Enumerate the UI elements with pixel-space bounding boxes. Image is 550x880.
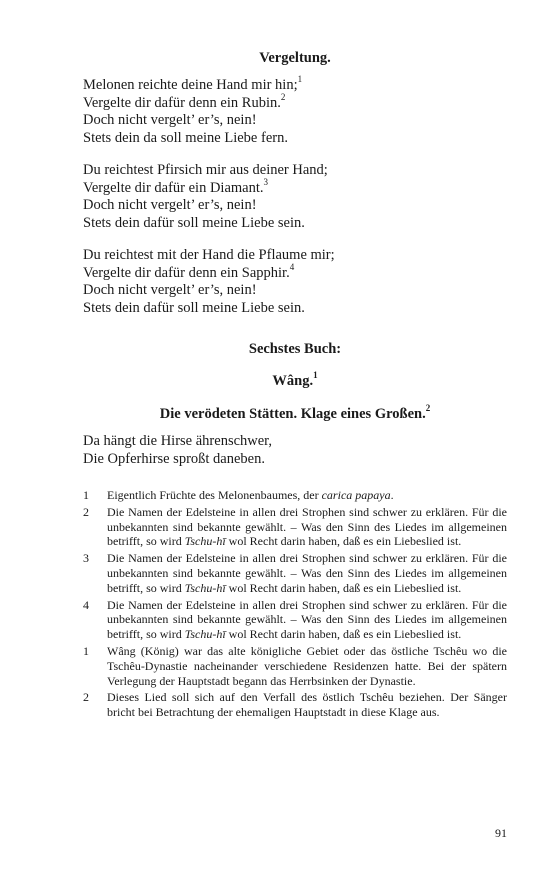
footnote: [83, 505, 507, 549]
footnote-text-part: wol Recht darin haben, daß es ein Liebeslied ist.: [225, 534, 462, 549]
verse-text: Vergelte dir dafür denn ein Sapphir.: [83, 264, 290, 281]
poem2-title: [83, 403, 507, 423]
stanza: [83, 247, 507, 317]
footnote-marker: 1: [297, 74, 303, 85]
verse-text: Doch nicht vergelt’ er’s, nein!: [83, 282, 257, 298]
verse-line: [83, 247, 507, 265]
footnotes: [83, 488, 507, 720]
verse-text: Stets dein da soll meine Liebe fern.: [83, 129, 288, 146]
footnote-text: [107, 690, 507, 720]
footnote-marker: 3: [263, 176, 269, 187]
footnote: [83, 690, 507, 720]
footnote-marker: 2: [280, 91, 286, 102]
stanza: [83, 162, 507, 232]
poem2-stanza: [83, 433, 507, 468]
footnote-number: 2: [83, 504, 89, 519]
footnote-emphasis: carica papaya: [321, 488, 391, 502]
book-heading: Sechstes Buch:: [248, 341, 342, 357]
verse-text: Doch nicht vergelt’ er’s, nein!: [83, 197, 257, 213]
footnote-number: 1: [83, 488, 89, 502]
footnote-number: 2: [83, 690, 89, 705]
verse-text: Doch nicht vergelt’ er’s, nein!: [83, 112, 257, 128]
chapter-title: Wâng.: [272, 373, 314, 389]
verse-text: Vergelte dir dafür denn ein Rubin.: [83, 94, 281, 111]
footnote-marker: 1: [313, 370, 318, 381]
footnote-emphasis: Tschu-hī: [184, 580, 226, 595]
verse-text: Vergelte dir dafür ein Diamant.: [83, 179, 264, 196]
footnote: [83, 598, 507, 642]
footnote-text-part: Die Namen der Edelsteine in allen drei Strophen sind schwer zu erklären. Für die unbekannten sind bekannte gewählt. – Was den Sinn des Liedes im allgemeinen betrifft, so wird: [107, 597, 507, 642]
footnote-emphasis: Tschu-hī: [184, 534, 226, 549]
verse-line: Da hängt die Hirse ährenschwer,: [83, 433, 273, 449]
verse-line: [83, 91, 507, 113]
footnote-number: 1: [83, 643, 89, 658]
footnote-number: 3: [83, 551, 89, 566]
verse-line: [83, 74, 507, 95]
poem-stanzas: [83, 74, 507, 317]
verse-text: Stets dein dafür soll meine Liebe sein.: [83, 214, 305, 231]
footnote-text-part: Wâng (König) war das alte königliche Gebiet oder das östliche Tschêu wo die Tschêu-Dynastie nacheinander verschiedene Residenzen hatte. Bei der spätern Verlegung der Hauptstadt begann das Herrbsinken der Dynastie.: [107, 643, 507, 688]
footnote-text-part: wol Recht darin haben, daß es ein Liebeslied ist.: [225, 580, 462, 595]
footnote-text-part: Eigentlich Früchte des Melonenbaumes, der: [107, 488, 322, 502]
chapter-heading: [83, 370, 507, 390]
footnote-number: 4: [83, 597, 89, 612]
poem-title: Vergeltung.: [259, 50, 331, 66]
page-number: 91: [495, 826, 507, 840]
footnote-text-part: Dieses Lied soll sich auf den Verfall des östlich Tschêu beziehen. Der Sänger bricht bei Betrachtung der ehemaligen Hauptstadt in diese Klage aus.: [107, 690, 507, 720]
verse-line: [83, 300, 507, 318]
footnote: [83, 551, 507, 595]
verse-line: [83, 130, 507, 148]
footnote-text-part: wol Recht darin haben, daß es ein Liebeslied ist.: [225, 627, 462, 642]
footnote: [83, 644, 507, 688]
stanza: [83, 74, 507, 147]
footnote-emphasis: Tschu-hī: [184, 627, 226, 642]
poem2-title-text: Die verödeten Stätten. Klage eines Großen.: [159, 406, 426, 422]
footnote: [83, 488, 507, 503]
verse-text: Melonen reichte deine Hand mir hin;: [83, 77, 298, 93]
verse-text: Du reichtest Pfirsich mir aus deiner Hand;: [83, 162, 328, 178]
footnote-text: [107, 488, 507, 503]
verse-line: [83, 112, 507, 130]
verse-line: [83, 162, 507, 180]
footnote-text: [107, 551, 507, 595]
footnote-text: [107, 644, 507, 688]
verse-line: [83, 197, 507, 215]
verse-text: Stets dein dafür soll meine Liebe sein.: [83, 299, 305, 316]
footnote-text: [107, 505, 507, 549]
footnote-text-part: Die Namen der Edelsteine in allen drei Strophen sind schwer zu erklären. Für die unbekannten sind bekannte gewählt. – Was den Sinn des Liedes im allgemeinen betrifft, so wird: [107, 551, 507, 595]
footnote-text: [107, 598, 507, 642]
verse-line: [83, 261, 507, 283]
page-body: [83, 50, 507, 722]
footnote-text-part: Die Namen der Edelsteine in allen drei Strophen sind schwer zu erklären. Für die unbekannten sind bekannte gewählt. – Was den Sinn des Liedes im allgemeinen betrifft, so wird: [107, 504, 507, 549]
verse-text: Du reichtest mit der Hand die Pflaume mir;: [83, 247, 335, 263]
footnote-marker: 2: [425, 403, 431, 414]
verse-line: Die Opferhirse sproßt daneben.: [83, 450, 265, 467]
verse-line: [83, 282, 507, 300]
footnote-marker: 4: [289, 261, 295, 272]
verse-line: [83, 215, 507, 233]
verse-line: [83, 176, 507, 198]
footnote-text-part: .: [390, 488, 394, 502]
